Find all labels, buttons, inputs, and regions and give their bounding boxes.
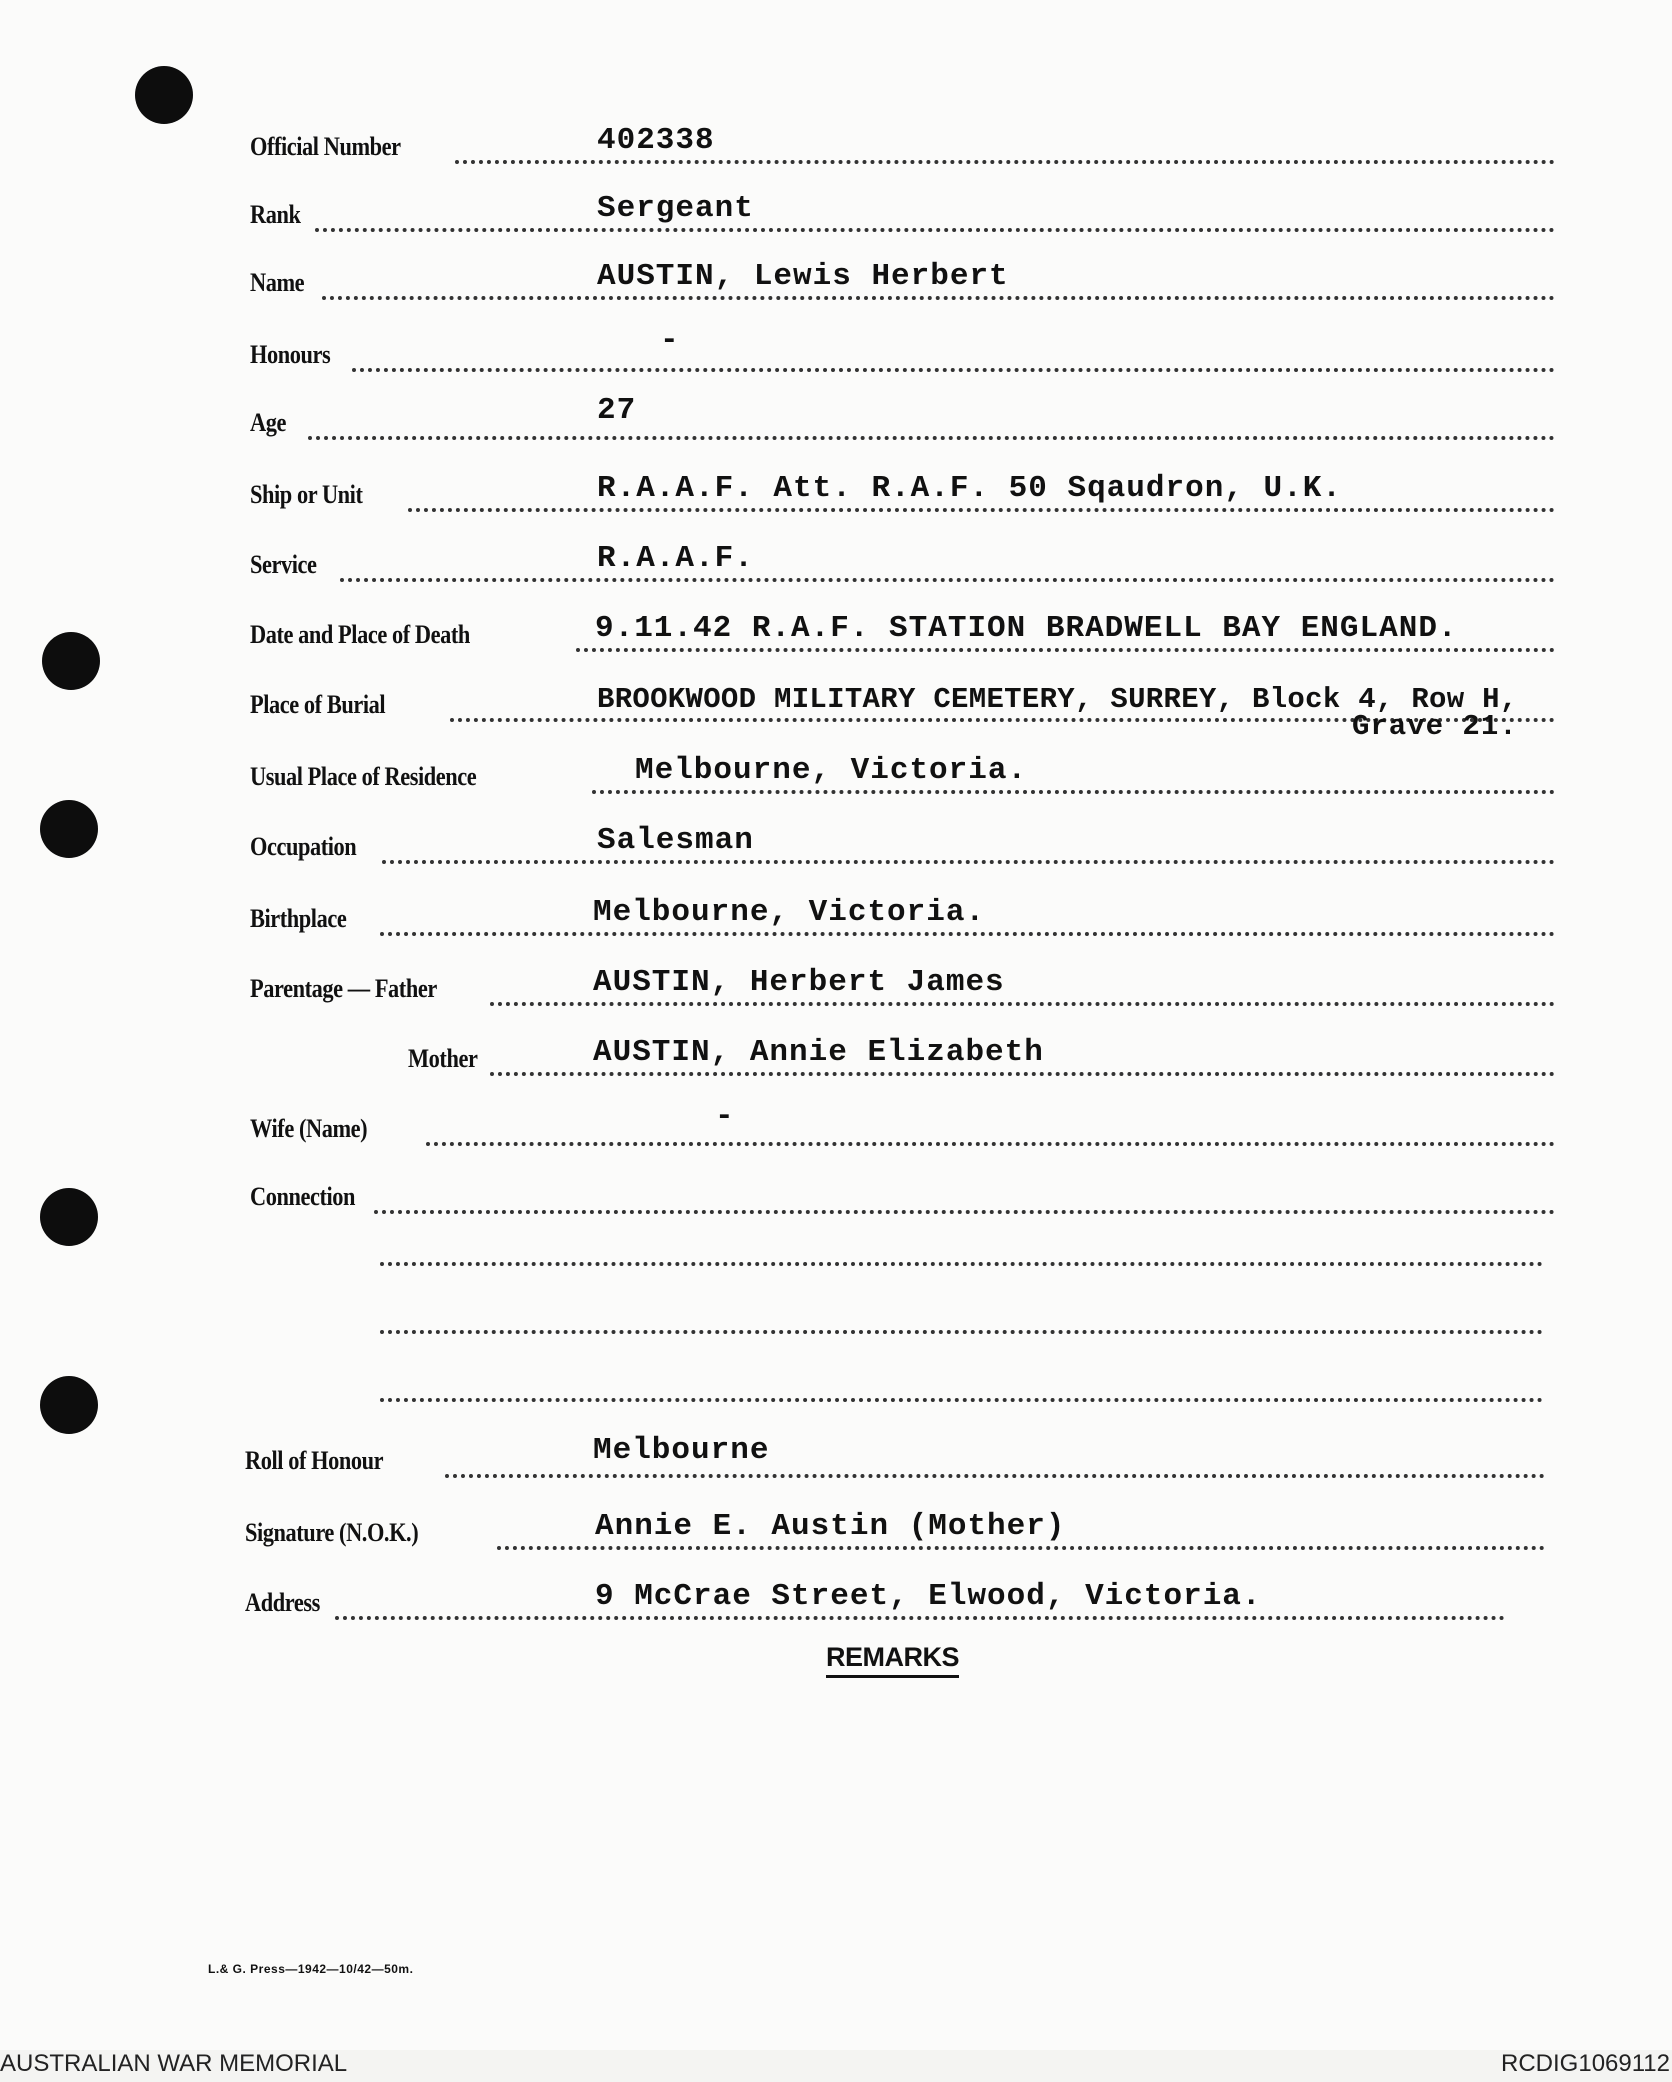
- field-label: Parentage — Father: [250, 974, 437, 1003]
- printer-mark: L.& G. Press—1942—10/42—50m.: [208, 1962, 414, 1976]
- dotted-line: [592, 790, 1555, 794]
- dotted-line: [408, 508, 1555, 512]
- field-rank: [250, 191, 1555, 236]
- dotted-line: [335, 1616, 1505, 1620]
- dotted-line: [308, 436, 1555, 440]
- field-date-place-of-death: [250, 611, 1555, 656]
- field-value: 9.11.42 R.A.F. STATION BRADWELL BAY ENGLAND.: [595, 611, 1458, 646]
- field-label: Address: [245, 1588, 320, 1617]
- field-label: Age: [250, 408, 286, 437]
- dotted-line: [340, 578, 1555, 582]
- dotted-line: [497, 1546, 1545, 1550]
- field-label: Name: [250, 268, 305, 297]
- punch-hole: [135, 66, 193, 124]
- field-label: Place of Burial: [250, 690, 386, 719]
- dotted-line: [380, 932, 1555, 936]
- punch-hole: [40, 1188, 98, 1246]
- field-father: [250, 965, 1555, 1010]
- field-wife: [250, 1099, 1555, 1150]
- field-address: [245, 1579, 1505, 1624]
- field-honours: [250, 323, 1555, 376]
- burial-value-continuation: Grave 21.: [1352, 710, 1518, 743]
- field-birthplace: [250, 895, 1555, 940]
- field-roll-of-honour: [245, 1433, 1545, 1482]
- field-value: 9 McCrae Street, Elwood, Victoria.: [595, 1579, 1262, 1614]
- dotted-line: [576, 648, 1555, 652]
- dotted-line: [445, 1474, 1545, 1478]
- field-signature-nok: [245, 1509, 1545, 1554]
- field-value: -: [660, 323, 680, 358]
- dotted-line: [490, 1072, 1555, 1076]
- field-value: 27: [597, 393, 637, 428]
- field-label: Occupation: [250, 832, 357, 861]
- field-label: Official Number: [250, 132, 401, 161]
- connection-blank-line: [380, 1398, 1543, 1402]
- field-label: Honours: [250, 340, 331, 369]
- field-value: Salesman: [597, 823, 754, 858]
- field-age: [250, 393, 1555, 444]
- dotted-line: [352, 368, 1555, 372]
- field-value: Melbourne, Victoria.: [593, 895, 986, 930]
- field-label: Rank: [250, 200, 301, 229]
- field-name: [250, 259, 1555, 304]
- field-label: Ship or Unit: [250, 480, 363, 509]
- field-value: AUSTIN, Lewis Herbert: [597, 259, 1009, 294]
- dotted-line: [426, 1142, 1555, 1146]
- field-value: Melbourne, Victoria.: [635, 753, 1028, 788]
- field-label: Connection: [250, 1182, 356, 1211]
- dotted-line: [455, 160, 1555, 164]
- connection-blank-line: [380, 1262, 1543, 1266]
- punch-hole: [42, 632, 100, 690]
- punch-hole: [40, 800, 98, 858]
- field-ship-or-unit: [250, 471, 1555, 516]
- dotted-line: [382, 860, 1555, 864]
- field-value: Sergeant: [597, 191, 754, 226]
- remarks-heading: REMARKS: [826, 1642, 959, 1678]
- field-occupation: [250, 823, 1555, 868]
- field-label: Usual Place of Residence: [250, 762, 477, 791]
- field-value: AUSTIN, Herbert James: [593, 965, 1005, 1000]
- field-value: R.A.A.F. Att. R.A.F. 50 Sqaudron, U.K.: [597, 471, 1342, 506]
- field-official-number: [250, 123, 1555, 168]
- field-value: AUSTIN, Annie Elizabeth: [593, 1035, 1044, 1070]
- field-usual-residence: [250, 753, 1555, 798]
- field-value: Melbourne: [593, 1433, 770, 1468]
- field-value: Annie E. Austin (Mother): [595, 1509, 1066, 1544]
- field-value: BROOKWOOD MILITARY CEMETERY, SURREY, Block 4, Row H,: [597, 683, 1518, 716]
- footer-left: AUSTRALIAN WAR MEMORIAL: [0, 2050, 348, 2077]
- field-mother: [250, 1035, 1555, 1080]
- punch-hole: [40, 1376, 98, 1434]
- footer-right: RCDIG1069112: [1501, 2050, 1670, 2077]
- field-label: Service: [250, 550, 317, 579]
- field-value: R.A.A.F.: [597, 541, 754, 576]
- field-label: Roll of Honour: [245, 1446, 384, 1475]
- dotted-line: [322, 296, 1555, 300]
- dotted-line: [490, 1002, 1555, 1006]
- field-service: [250, 541, 1555, 586]
- connection-blank-line: [380, 1330, 1543, 1334]
- dotted-line: [315, 228, 1555, 232]
- field-value: 402338: [597, 123, 715, 158]
- field-connection: [250, 1178, 1555, 1218]
- field-label: Date and Place of Death: [250, 620, 470, 649]
- field-label: Mother: [408, 1044, 478, 1073]
- field-label: Wife (Name): [250, 1114, 368, 1143]
- dotted-line: [374, 1210, 1555, 1214]
- field-label: Birthplace: [250, 904, 347, 933]
- field-value: -: [715, 1099, 735, 1134]
- field-label: Signature (N.O.K.): [245, 1518, 419, 1547]
